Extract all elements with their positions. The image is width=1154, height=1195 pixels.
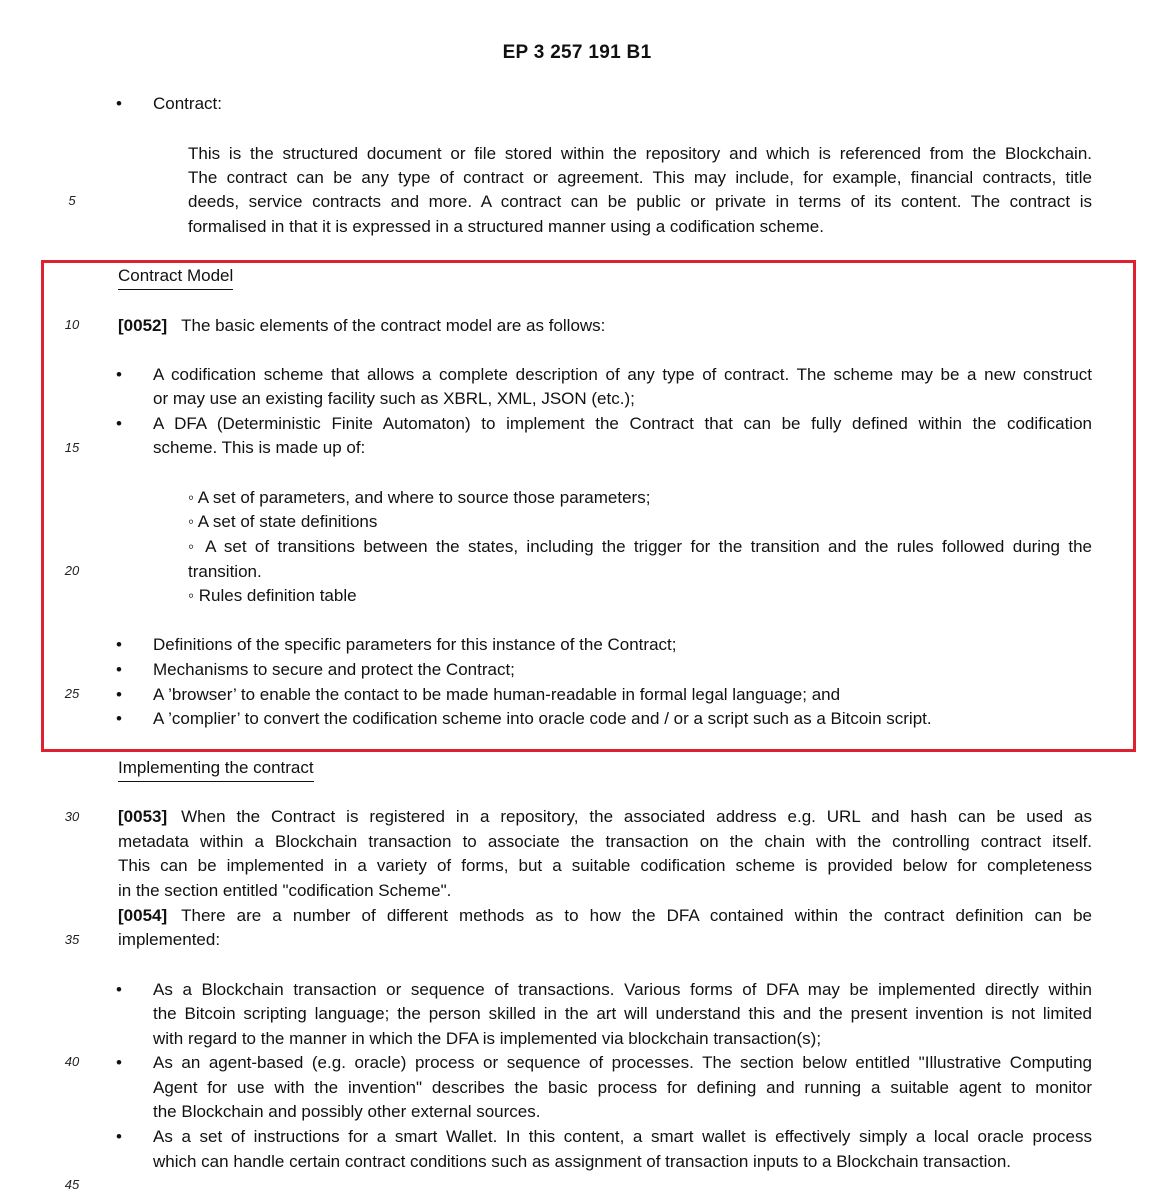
- model-bullet-line: scheme. This is made up of:: [153, 438, 366, 457]
- paragraph-0052: [118, 314, 605, 339]
- contract-desc-line: formalised in that it is expressed in a structured manner using a codification scheme.: [188, 217, 824, 236]
- bullet-marker: •: [116, 1053, 122, 1072]
- paragraph-0053-line: metadata within a Blockchain transaction to associate the transaction on the chain with the controlling contract itself.: [118, 832, 1092, 851]
- bullet-marker: •: [116, 660, 122, 679]
- paragraph-number: [0054]: [118, 906, 168, 925]
- paragraph-text: When the Contract is registered in a repository, the associated address e.g. URL and hash can be used as: [181, 807, 1092, 826]
- bullet-marker: •: [116, 709, 122, 728]
- impl-bullet-line: with regard to the manner in which the DFA is implemented via blockchain transaction(s);: [153, 1029, 822, 1048]
- line-number: 30: [64, 809, 80, 824]
- contract-desc-line: This is the structured document or file stored within the repository and which is referenced from the Blockchain.: [188, 144, 1092, 163]
- line-number: 35: [64, 932, 80, 947]
- model-bullet-line: A codification scheme that allows a complete description of any type of contract. The scheme may be a new construct: [153, 365, 1092, 384]
- impl-bullet-line: As a set of instructions for a smart Wallet. In this content, a smart wallet is effectively simply a local oracle process: [153, 1127, 1092, 1146]
- sub-item: ◦ A set of state definitions: [188, 512, 378, 531]
- paragraph-0053-line: [118, 805, 1092, 830]
- paragraph-0054-line: [118, 904, 1092, 929]
- paragraph-text: There are a number of different methods as to how the DFA contained within the contract definition can be: [181, 906, 1092, 925]
- impl-bullet-line: the Bitcoin scripting language; the person skilled in the art will understand this and the present invention is not limited: [153, 1004, 1092, 1023]
- line-number: 5: [68, 193, 76, 208]
- contract-desc-line: deeds, service contracts and more. A contract can be public or private in terms of its content. The contract is: [188, 192, 1092, 211]
- paragraph-text: The basic elements of the contract model are as follows:: [181, 316, 606, 335]
- model-bullet-line: Definitions of the specific parameters for this instance of the Contract;: [153, 635, 677, 654]
- model-bullet-line: A ’browser’ to enable the contact to be made human-readable in formal legal language; and: [153, 685, 841, 704]
- line-number: 15: [64, 440, 80, 455]
- sub-item: ◦ Rules definition table: [188, 586, 357, 605]
- impl-bullet-line: As a Blockchain transaction or sequence of transactions. Various forms of DFA may be implemented directly within: [153, 980, 1092, 999]
- model-bullet-line: A DFA (Deterministic Finite Automaton) to implement the Contract that can be fully defined within the codification: [153, 414, 1092, 433]
- paragraph-0053-line: in the section entitled "codification Scheme".: [118, 881, 452, 900]
- line-number: 20: [64, 563, 80, 578]
- impl-bullet-line: As an agent-based (e.g. oracle) process or sequence of processes. The section below entitled "Illustrative Computing: [153, 1053, 1092, 1072]
- bullet-marker: •: [116, 685, 122, 704]
- line-number: 45: [64, 1177, 80, 1192]
- bullet-marker: •: [116, 365, 122, 384]
- model-bullet-line: Mechanisms to secure and protect the Contract;: [153, 660, 515, 679]
- section-heading-implementing: Implementing the contract: [118, 756, 314, 782]
- impl-bullet-line: which can handle certain contract conditions such as assignment of transaction inputs to a Blockchain transaction.: [153, 1152, 1012, 1171]
- line-number: 10: [64, 317, 80, 332]
- line-number: 25: [64, 686, 80, 701]
- bullet-marker: •: [116, 1127, 122, 1146]
- sub-item: ◦ A set of transitions between the states, including the trigger for the transition and the rules followed during the: [188, 537, 1092, 556]
- bullet-marker: •: [116, 94, 122, 113]
- contract-desc-line: The contract can be any type of contract or agreement. This may include, for example, financial contracts, title: [188, 168, 1092, 187]
- sub-item: transition.: [188, 562, 262, 581]
- impl-bullet-line: the Blockchain and possibly other external sources.: [153, 1102, 541, 1121]
- model-bullet-line: or may use an existing facility such as XBRL, XML, JSON (etc.);: [153, 389, 635, 408]
- bullet-marker: •: [116, 414, 122, 433]
- paragraph-number: [0053]: [118, 807, 168, 826]
- paragraph-0054-line: implemented:: [118, 930, 221, 949]
- line-number: 40: [64, 1054, 80, 1069]
- paragraph-0053-line: This can be implemented in a variety of forms, but a suitable codification scheme is provided below for completeness: [118, 856, 1092, 875]
- sub-item: ◦ A set of parameters, and where to source those parameters;: [188, 488, 651, 507]
- bullet-marker: •: [116, 980, 122, 999]
- contract-label: Contract:: [153, 94, 222, 113]
- section-heading-contract-model: Contract Model: [118, 264, 233, 290]
- impl-bullet-line: Agent for use with the invention" describes the basic process for defining and running a suitable agent to monitor: [153, 1078, 1092, 1097]
- paragraph-number: [0052]: [118, 316, 168, 335]
- page-title: EP 3 257 191 B1: [502, 42, 652, 63]
- model-bullet-line: A ’complier’ to convert the codification scheme into oracle code and / or a script such as a Bitcoin script.: [153, 709, 932, 728]
- bullet-marker: •: [116, 635, 122, 654]
